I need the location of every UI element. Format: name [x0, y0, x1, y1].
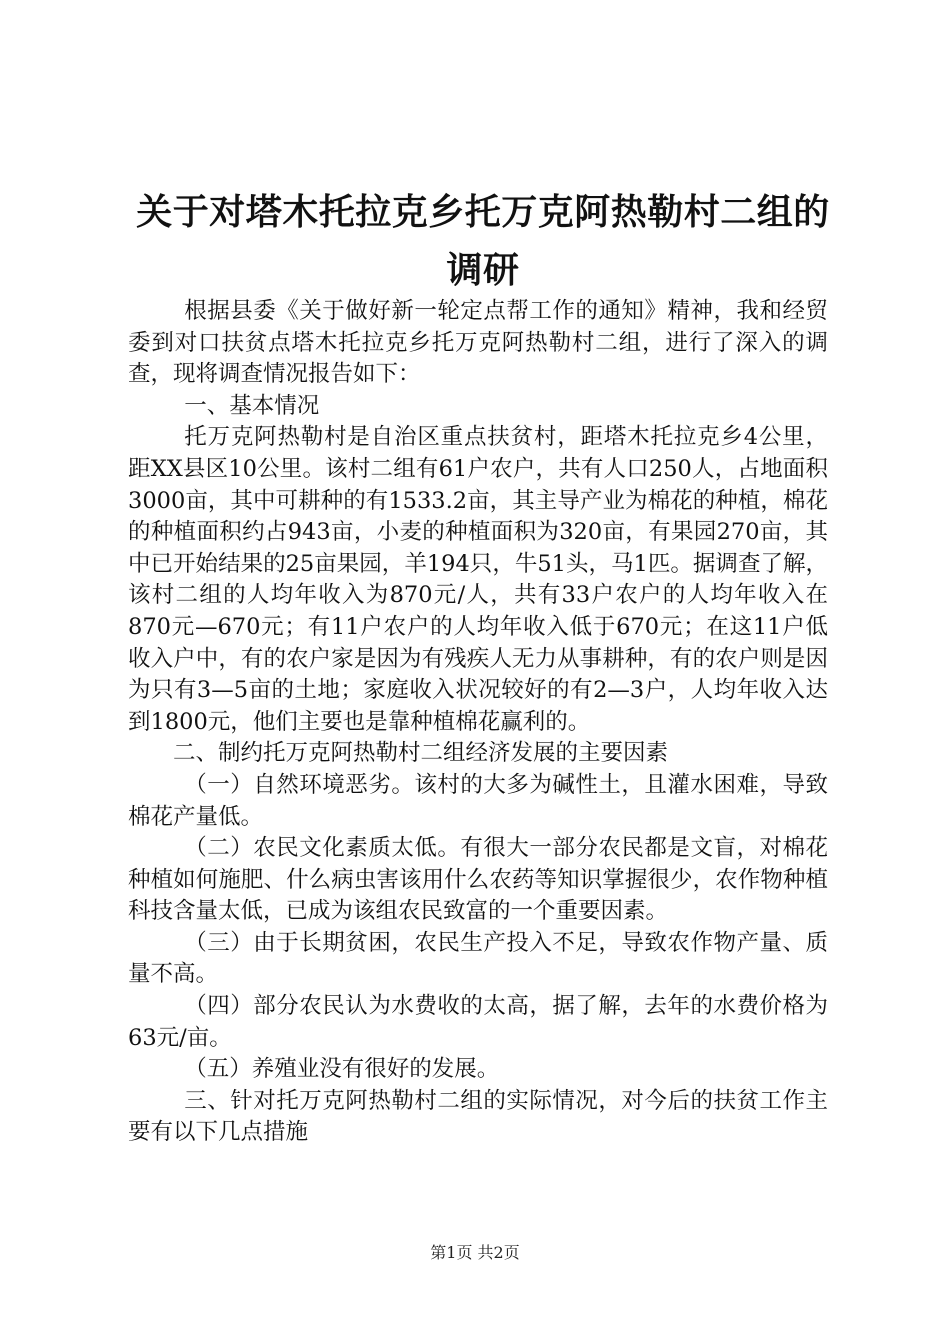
section-heading-measures: 三、针对托万克阿热勒村二组的实际情况，对今后的扶贫工作主要有以下几点措施	[128, 1087, 828, 1146]
constraint-item-4: （四）部分农民认为水费收的太高，据了解，去年的水费价格为63元/亩。	[128, 993, 828, 1051]
constraint-item-1: （一）自然环境恶劣。该村的大多为碱性土，且灌水困难，导致棉花产量低。	[128, 771, 828, 830]
intro-paragraph: 根据县委《关于做好新一轮定点帮工作的通知》精神，我和经贸委到对口扶贫点塔木托拉克乡托万克阿热勒村二组，进行了深入的调查，现将调查情况报告如下：	[128, 298, 828, 388]
document-body	[128, 296, 828, 1149]
document-title: 关于对塔木托拉克乡托万克阿热勒村二组的调研	[136, 192, 830, 291]
basic-situation-paragraph: 托万克阿热勒村是自治区重点扶贫村，距塔木托拉克乡4公里，距XX县区10公里。该村二组有61户农户，共有人口250人，占地面积3000亩，其中可耕种的有1533.2亩，其主导产业为棉花的种植，棉花的种植面积约占943亩，小麦的种植面积为320亩，有果园270亩，其中已开始结果的25亩果园，羊194只，牛51头，马1匹。据调查了解，该村二组的人均年收入为870元/人，共有33户农户的人均年收入在870元—670元；有11户农户的人均年收入低于670元；在这11户低收入户中，有的农户家是因为有残疾人无力从事耕种，有的农户则是因为只有3—5亩的土地；家庭收入状况较好的有2—3户，人均年收入达到1800元，他们主要也是靠种植棉花赢利的。	[128, 424, 828, 735]
section-heading-basic-situation: 一、基本情况	[184, 392, 320, 419]
constraint-item-3: （三）由于长期贫困，农民生产投入不足，导致农作物产量、质量不高。	[128, 929, 828, 988]
page-footer: 第1页 共2页	[430, 1243, 520, 1262]
section-heading-constraints: 二、制约托万克阿热勒村二组经济发展的主要因素	[173, 740, 669, 767]
constraint-item-5: （五）养殖业没有很好的发展。	[184, 1056, 500, 1083]
constraint-item-2: （二）农民文化素质太低。有很大一部分农民都是文盲，对棉花种植如何施肥、什么病虫害该用什么农药等知识掌握很少，农作物种植科技含量太低，已成为该组农民致富的一个重要因素。	[128, 835, 828, 925]
